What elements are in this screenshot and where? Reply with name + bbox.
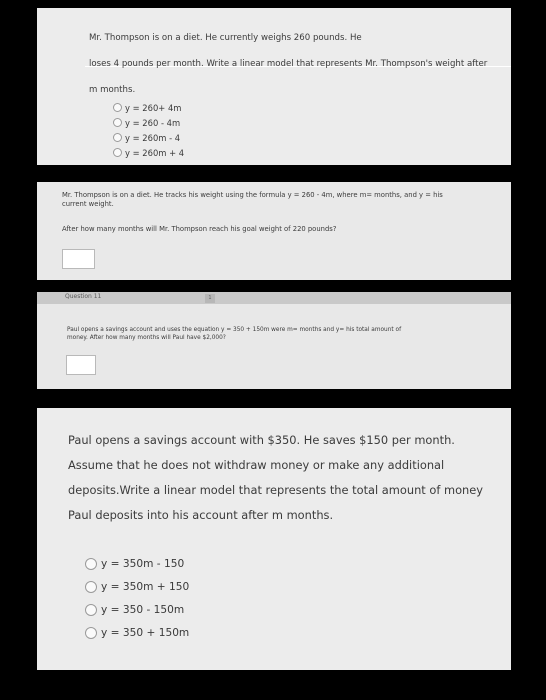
radio-button[interactable] <box>85 558 97 570</box>
answer-option-1[interactable] <box>85 552 189 575</box>
option-label: y = 350m + 150 <box>101 580 190 593</box>
answer-option-1[interactable] <box>113 100 184 115</box>
answer-option-3[interactable] <box>85 598 189 621</box>
radio-button[interactable] <box>113 148 122 157</box>
question-line: Paul opens a savings account and uses the equation y = 350 + 150m were m= months and y= his total amount of <box>67 327 402 333</box>
answer-options <box>113 100 184 160</box>
radio-button[interactable] <box>85 581 97 593</box>
radio-button[interactable] <box>85 604 97 616</box>
question-line: loses 4 pounds per month. Write a linear model that represents Mr. Thompson's weight after <box>89 59 488 69</box>
option-label: y = 260+ 4m <box>125 102 182 113</box>
question-text <box>67 326 507 342</box>
question-line: current weight. <box>62 200 114 208</box>
option-label: y = 260m + 4 <box>125 147 185 158</box>
question-text <box>89 25 507 103</box>
option-label: y = 260m - 4 <box>125 132 181 143</box>
answer-option-4[interactable] <box>113 145 184 160</box>
answer-option-2[interactable] <box>85 575 189 598</box>
question-line: m months. <box>89 85 136 95</box>
option-label: y = 350 + 150m <box>101 626 190 639</box>
option-label: y = 350 - 150m <box>101 603 185 616</box>
option-label: y = 350m - 150 <box>101 557 185 570</box>
question-panel-goal-weight <box>37 182 511 280</box>
question-prompt: After how many months will Mr. Thompson reach his goal weight of 220 pounds? <box>62 225 337 233</box>
question-line: Mr. Thompson is on a diet. He currently weighs 260 pounds. He <box>89 33 362 43</box>
question-panel-savings-months <box>37 292 511 389</box>
question-line: Assume that he does not withdraw money or make any additional <box>68 458 445 472</box>
answer-input[interactable] <box>66 355 96 375</box>
answer-option-4[interactable] <box>85 621 189 644</box>
radio-button[interactable] <box>113 133 122 142</box>
question-line: deposits.Write a linear model that represents the total amount of money <box>68 483 484 497</box>
answer-option-3[interactable] <box>113 130 184 145</box>
question-header-bar <box>37 292 511 304</box>
answer-option-2[interactable] <box>113 115 184 130</box>
question-panel-weight-model <box>37 8 511 165</box>
question-line: Paul opens a savings account with $350. He saves $150 per month. <box>68 433 455 447</box>
radio-button[interactable] <box>85 627 97 639</box>
question-line: money. After how many months will Paul have $2,000? <box>67 335 226 341</box>
question-text <box>62 191 510 209</box>
question-number-badge: 1 <box>205 294 215 303</box>
question-line: Paul deposits into his account after m months. <box>68 508 334 522</box>
question-line: Mr. Thompson is on a diet. He tracks his weight using the formula y = 260 - 4m, where m= months, and y = his <box>62 191 443 199</box>
radio-button[interactable] <box>113 118 122 127</box>
answer-options <box>85 552 189 644</box>
question-text <box>68 428 508 528</box>
question-panel-savings-model <box>37 408 511 670</box>
radio-button[interactable] <box>113 103 122 112</box>
question-number-label: Question 11 <box>65 293 102 300</box>
answer-input[interactable] <box>62 249 95 269</box>
option-label: y = 260 - 4m <box>125 117 181 128</box>
